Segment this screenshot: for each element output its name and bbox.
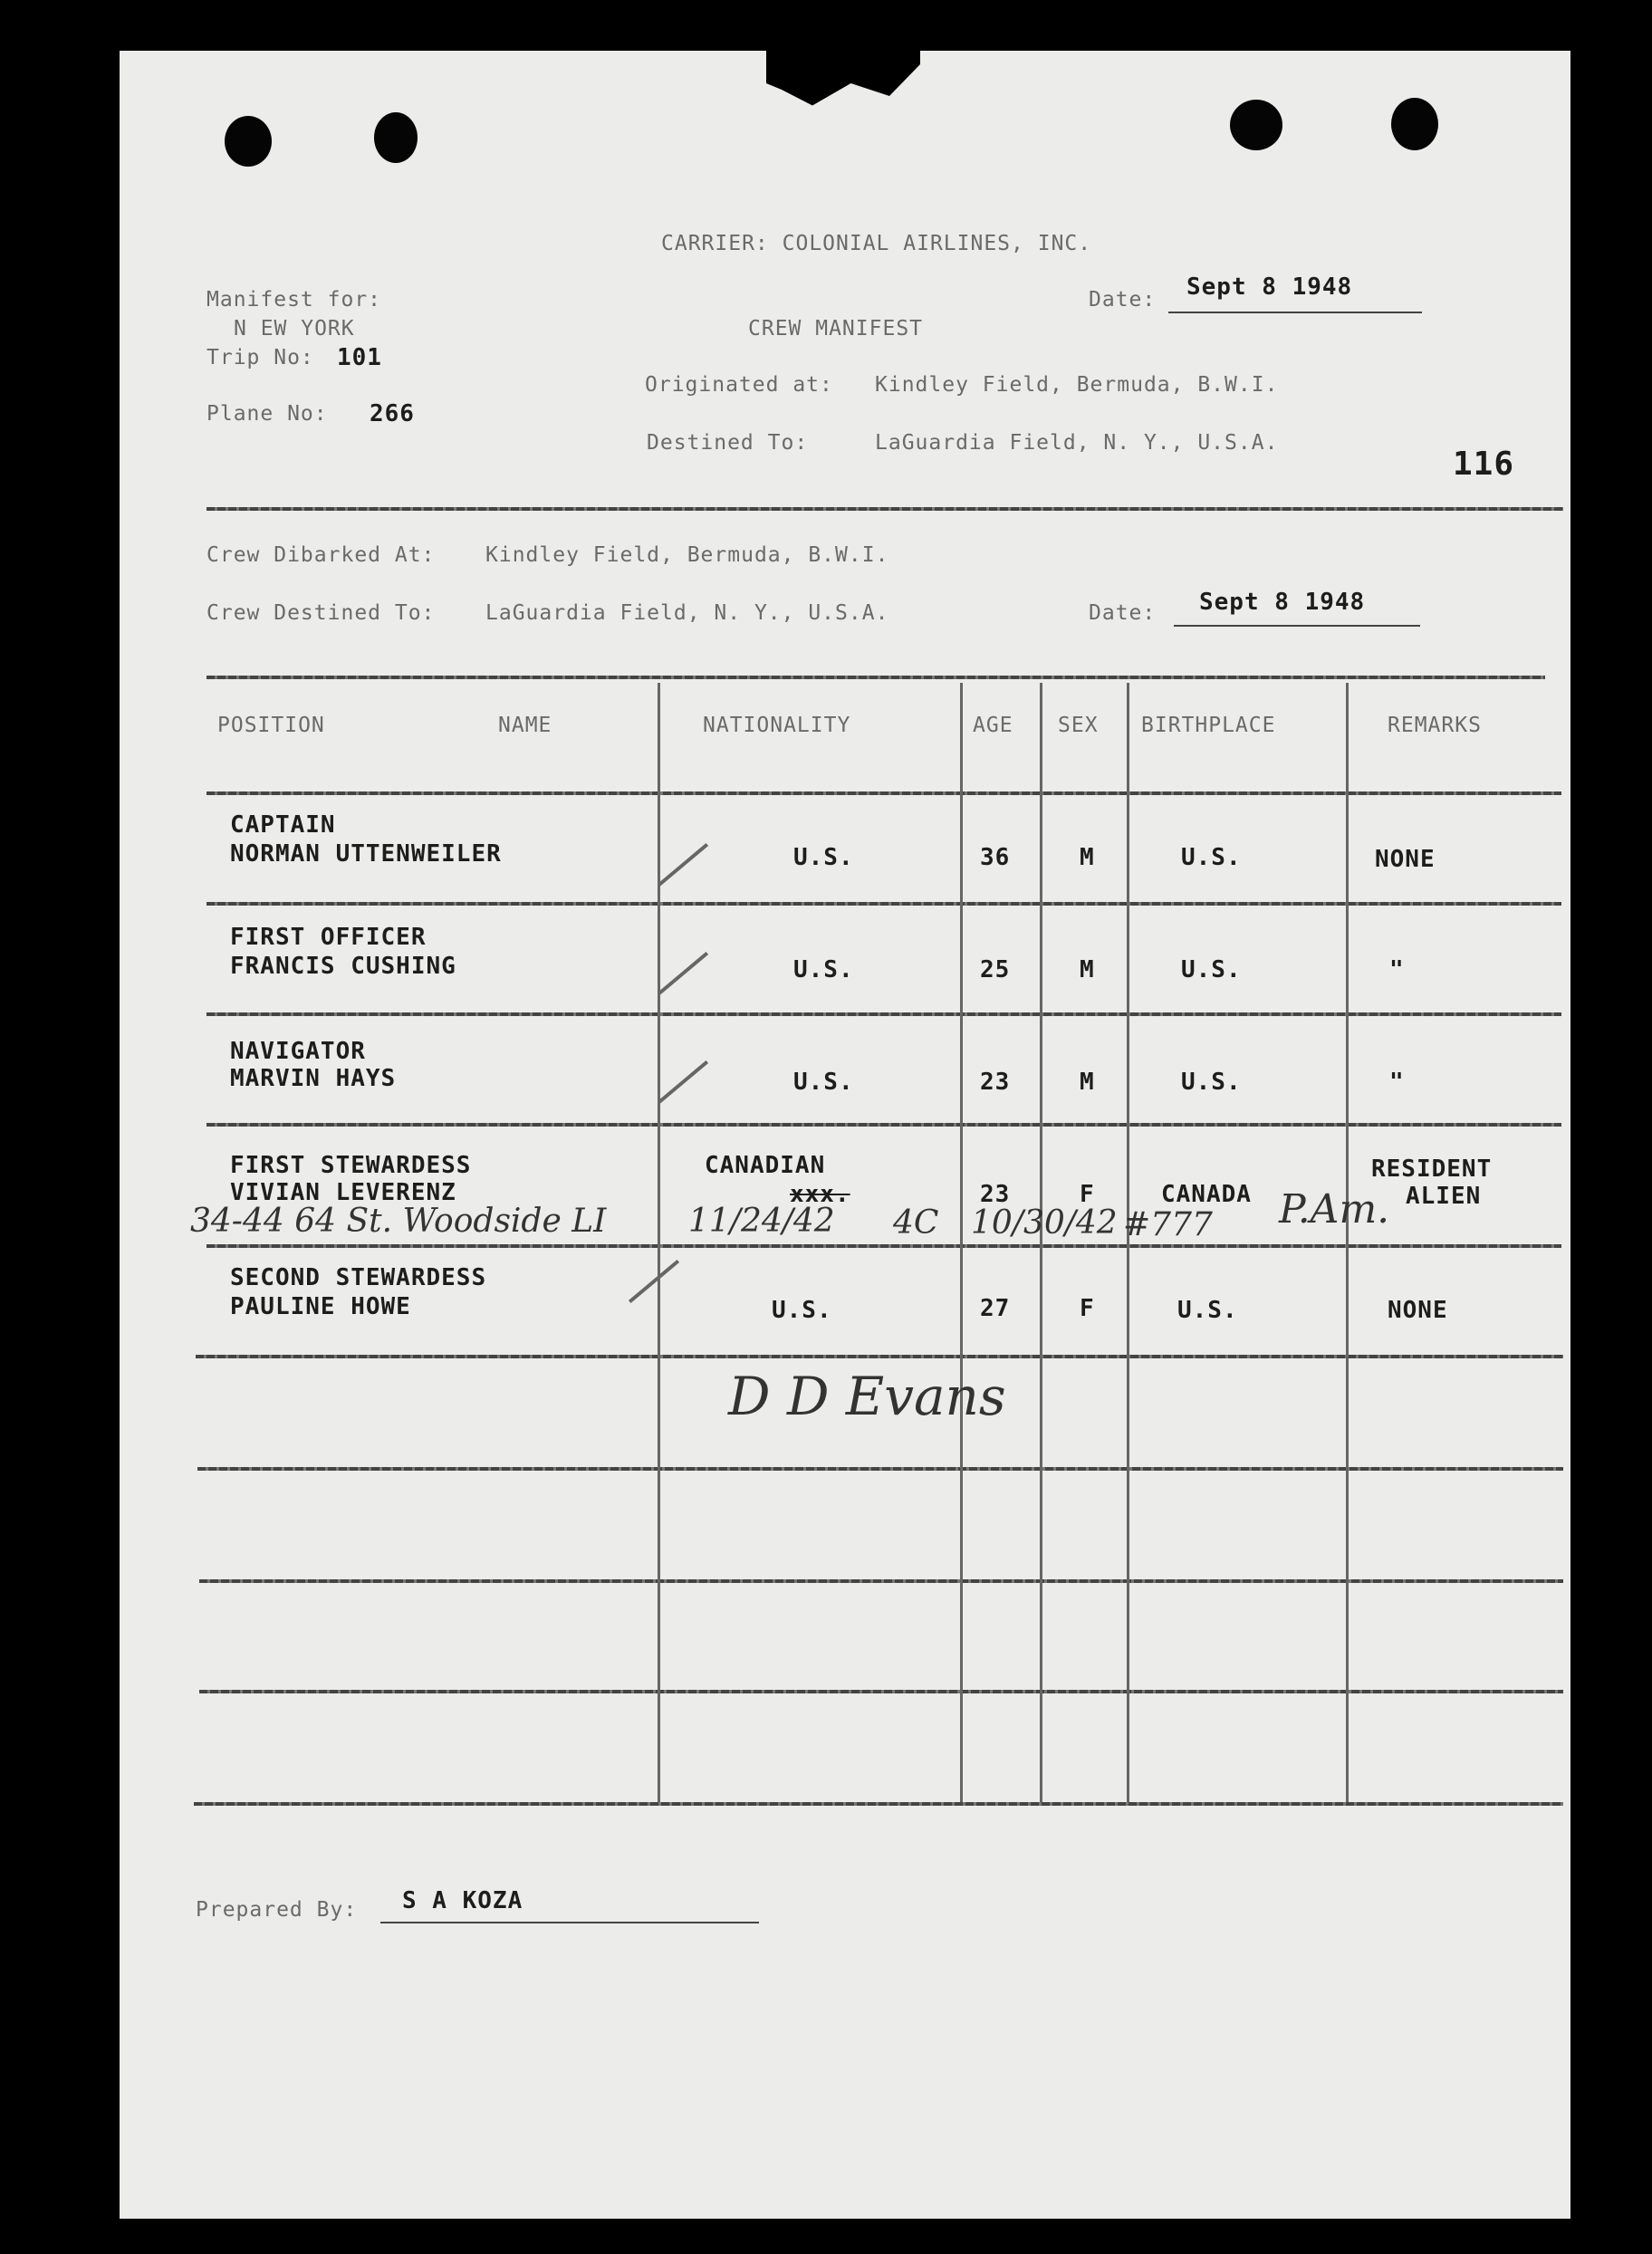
row-line xyxy=(199,1690,1563,1693)
table-row-name: MARVIN HAYS xyxy=(230,1065,397,1092)
divider xyxy=(206,507,1563,511)
col-divider xyxy=(1040,683,1042,1802)
prepared-by-underline xyxy=(380,1922,759,1923)
table-row-age: 23 xyxy=(980,1181,1011,1208)
prepared-by-label: Prepared By: xyxy=(196,1898,358,1922)
table-row-position: CAPTAIN xyxy=(230,811,336,839)
table-bottom-line xyxy=(194,1802,1563,1806)
crew-date-label: Date: xyxy=(1089,601,1157,625)
inspector-signature: D D Evans xyxy=(728,1366,1006,1427)
table-row-age: 36 xyxy=(980,844,1011,871)
table-row-position: SECOND STEWARDESS xyxy=(230,1264,487,1291)
punch-hole xyxy=(1391,98,1438,150)
handwritten-date-2: 10/30/42 xyxy=(971,1204,1118,1242)
col-header-birthplace: BIRTHPLACE xyxy=(1141,714,1276,737)
handwritten-number: #777 xyxy=(1123,1206,1213,1243)
crew-destined-value: LaGuardia Field, N. Y., U.S.A. xyxy=(485,601,889,625)
col-divider xyxy=(658,683,660,1802)
table-row-name: VIVIAN LEVERENZ xyxy=(230,1179,456,1206)
table-row-nationality: U.S. xyxy=(793,956,854,983)
col-divider xyxy=(960,683,963,1802)
col-header-name: NAME xyxy=(498,714,552,737)
table-row-nationality: U.S. xyxy=(793,844,854,871)
date-label: Date: xyxy=(1089,288,1157,312)
row-line xyxy=(206,902,1561,906)
row-line xyxy=(206,1244,1561,1248)
crew-date-value: Sept 8 1948 xyxy=(1199,589,1366,616)
table-row-remarks: NONE xyxy=(1375,846,1436,873)
col-divider xyxy=(1346,683,1349,1802)
row-line xyxy=(197,1467,1563,1471)
destined-value: LaGuardia Field, N. Y., U.S.A. xyxy=(875,431,1279,455)
table-row-birthplace: U.S. xyxy=(1177,1297,1238,1324)
col-header-age: AGE xyxy=(973,714,1013,737)
table-top-line xyxy=(206,676,1545,679)
manifest-for-label: Manifest for: xyxy=(206,288,382,312)
table-row-remarks: " xyxy=(1389,956,1405,983)
table-row-sex: M xyxy=(1080,1069,1095,1096)
table-row-nationality-struck: xxx. xyxy=(790,1181,850,1208)
table-row-sex: F xyxy=(1080,1181,1095,1208)
row-line xyxy=(196,1355,1563,1358)
row-line xyxy=(206,1123,1561,1127)
punch-hole xyxy=(1230,100,1282,150)
table-row-age: 25 xyxy=(980,956,1011,983)
table-row-nationality: U.S. xyxy=(793,1069,854,1096)
table-row-sex: M xyxy=(1080,956,1095,983)
table-row-sex: F xyxy=(1080,1295,1095,1322)
table-row-remarks-2: ALIEN xyxy=(1406,1183,1482,1210)
table-row-birthplace: U.S. xyxy=(1181,1069,1242,1096)
manifest-title: CREW MANIFEST xyxy=(748,317,924,340)
handwritten-date-1: 11/24/42 xyxy=(688,1203,835,1240)
table-row-position: NAVIGATOR xyxy=(230,1038,366,1065)
prepared-by-value: S A KOZA xyxy=(402,1887,523,1914)
carrier-line: CARRIER: COLONIAL AIRLINES, INC. xyxy=(661,232,1092,255)
punch-hole xyxy=(225,116,272,167)
table-row-birthplace: U.S. xyxy=(1181,956,1242,983)
table-row-age: 23 xyxy=(980,1069,1011,1096)
plane-label: Plane No: xyxy=(206,402,328,426)
table-row-remarks: NONE xyxy=(1388,1297,1448,1324)
handwritten-initials: P.Am. xyxy=(1279,1186,1390,1233)
col-header-remarks: REMARKS xyxy=(1388,714,1482,737)
manifest-for-value: N EW YORK xyxy=(234,317,355,340)
crew-date-underline xyxy=(1174,625,1420,627)
table-row-sex: M xyxy=(1080,844,1095,871)
crew-destined-label: Crew Destined To: xyxy=(206,601,436,625)
col-header-sex: SEX xyxy=(1058,714,1099,737)
col-header-position: POSITION xyxy=(217,714,325,737)
col-header-nationality: NATIONALITY xyxy=(703,714,851,737)
table-row-nationality: U.S. xyxy=(772,1297,832,1324)
crew-disembarked-value: Kindley Field, Bermuda, B.W.I. xyxy=(485,543,889,567)
table-row-name: NORMAN UTTENWEILER xyxy=(230,840,502,868)
originated-value: Kindley Field, Bermuda, B.W.I. xyxy=(875,373,1279,397)
header-bottom-line xyxy=(206,791,1561,795)
table-row-age: 27 xyxy=(980,1295,1011,1322)
date-value: Sept 8 1948 xyxy=(1186,273,1353,301)
plane-value: 266 xyxy=(370,400,415,427)
row-line xyxy=(206,1012,1561,1016)
originated-label: Originated at: xyxy=(645,373,833,397)
crew-disembarked-label: Crew Dibarked At: xyxy=(206,543,436,567)
row-line xyxy=(199,1579,1563,1583)
manifest-page xyxy=(120,51,1570,2219)
table-row-name: PAULINE HOWE xyxy=(230,1293,411,1320)
handwritten-address: 34-44 64 St. Woodside LI xyxy=(190,1203,607,1240)
date-underline xyxy=(1168,312,1422,313)
destined-label: Destined To: xyxy=(647,431,809,455)
punch-hole xyxy=(374,112,418,163)
table-row-remarks: " xyxy=(1389,1069,1405,1096)
table-row-nationality: CANADIAN xyxy=(705,1152,826,1179)
table-row-position: FIRST OFFICER xyxy=(230,924,427,951)
table-row-birthplace: U.S. xyxy=(1181,844,1242,871)
trip-value: 101 xyxy=(337,344,382,371)
trip-label: Trip No: xyxy=(206,346,314,369)
page-number: 116 xyxy=(1453,446,1515,483)
handwritten-code: 4C xyxy=(893,1204,939,1242)
table-row-birthplace: CANADA xyxy=(1161,1181,1252,1208)
table-row-name: FRANCIS CUSHING xyxy=(230,953,456,980)
table-row-position: FIRST STEWARDESS xyxy=(230,1152,472,1179)
table-row-remarks: RESIDENT xyxy=(1371,1156,1493,1183)
